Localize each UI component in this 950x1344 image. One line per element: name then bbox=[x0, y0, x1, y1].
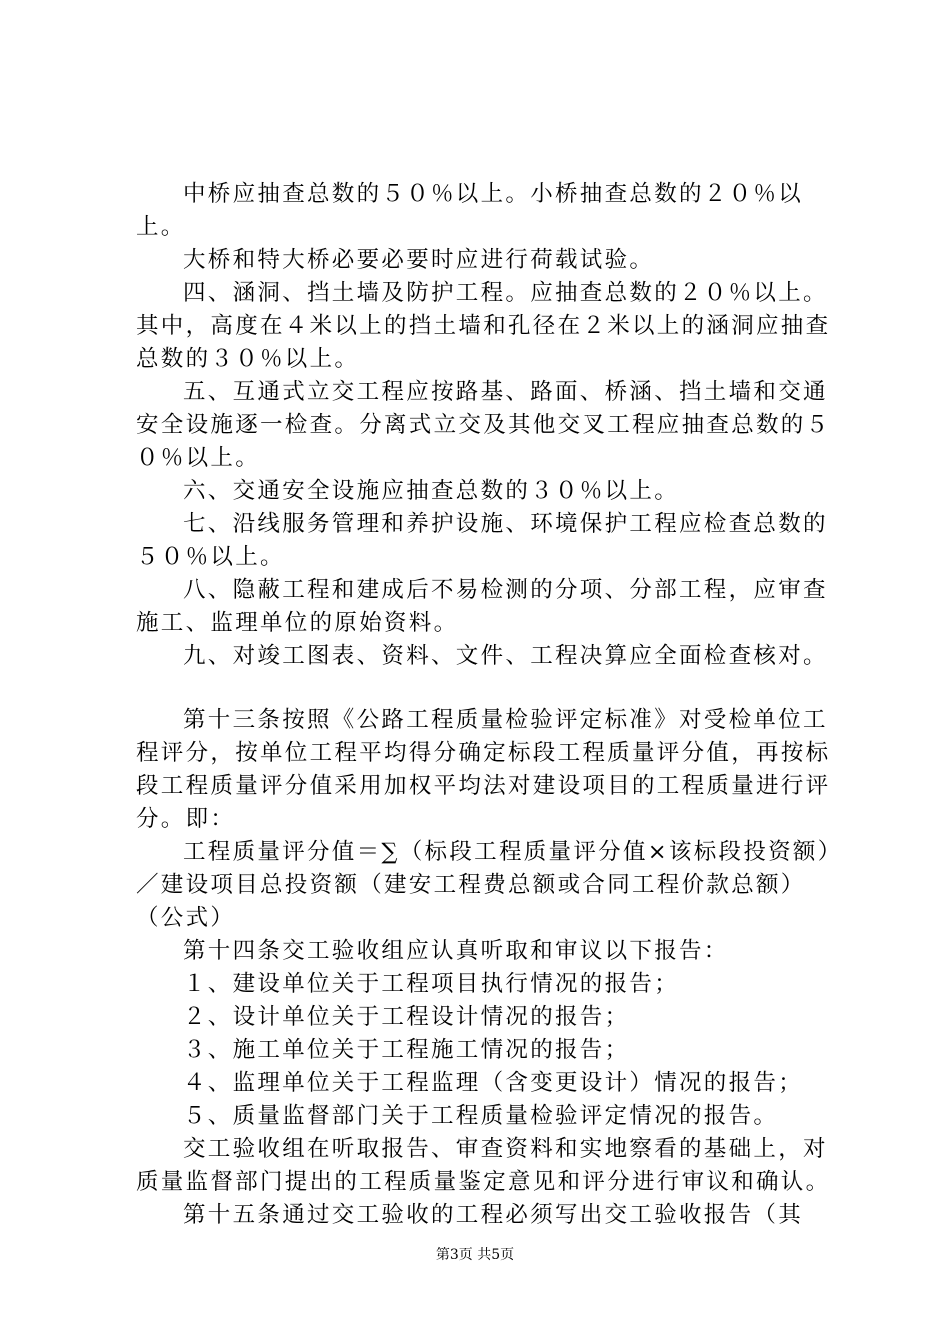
list-item: １、建设单位关于工程项目执行情况的报告； bbox=[183, 971, 680, 997]
paragraph-gap bbox=[136, 673, 836, 704]
body-paragraph: 中桥应抽查总数的５０％以上。小桥抽查总数的２０％以上。 bbox=[136, 181, 804, 240]
body-paragraph: 七、沿线服务管理和养护设施、环境保护工程应检查总数的５０％以上。 bbox=[136, 511, 828, 570]
body-paragraph: 五、互通式立交工程应按路基、路面、桥涵、挡土墙和交通安全设施逐一检查。分离式立交及其他交叉工程应抽查总数的５０％以上。 bbox=[136, 379, 831, 471]
article-14-paragraph: 第十四条交工验收组应认真听取和审议以下报告： bbox=[183, 938, 729, 964]
article-15-paragraph: 第十五条通过交工验收的工程必须写出交工验收报告（其 bbox=[183, 1202, 804, 1228]
body-paragraph: 六、交通安全设施应抽查总数的３０％以上。 bbox=[183, 478, 680, 504]
article-13-paragraph: 第十三条按照《公路工程质量检验评定标准》对受检单位工程评分，按单位工程平均得分确定标段工程质量评分值，再按标段工程质量评分值采用加权平均法对建设项目的工程质量进行评分。即： bbox=[136, 707, 831, 832]
body-paragraph: 交工验收组在听取报告、审查资料和实地察看的基础上，对质量监督部门提出的工程质量鉴定意见和评分进行审议和确认。 bbox=[136, 1136, 831, 1195]
list-item: ５、质量监督部门关于工程质量检验评定情况的报告。 bbox=[183, 1103, 779, 1129]
document-body bbox=[136, 178, 836, 1232]
list-item: ３、施工单位关于工程施工情况的报告； bbox=[183, 1037, 630, 1063]
list-item: ４、监理单位关于工程监理（含变更设计）情况的报告； bbox=[183, 1070, 804, 1096]
body-paragraph: 四、涵洞、挡土墙及防护工程。应抽查总数的２０％以上。其中，高度在４米以上的挡土墙和孔径在２米以上的涵洞应抽查总数的３０％以上。 bbox=[136, 280, 831, 372]
body-paragraph: 九、对竣工图表、资料、文件、工程决算应全面检查核对。 bbox=[183, 643, 828, 669]
formula-paragraph: 工程质量评分值＝∑（标段工程质量评分值×该标段投资额）／建设项目总投资额（建安工程费总额或合同工程价款总额）（公式） bbox=[136, 839, 832, 931]
body-paragraph: 八、隐蔽工程和建成后不易检测的分项、分部工程，应审查施工、监理单位的原始资料。 bbox=[136, 577, 828, 636]
list-item: ２、设计单位关于工程设计情况的报告； bbox=[183, 1004, 630, 1030]
body-paragraph: 大桥和特大桥必要必要时应进行荷载试验。 bbox=[183, 247, 655, 273]
page-footer: 第3页 共5页 bbox=[435, 1247, 515, 1263]
